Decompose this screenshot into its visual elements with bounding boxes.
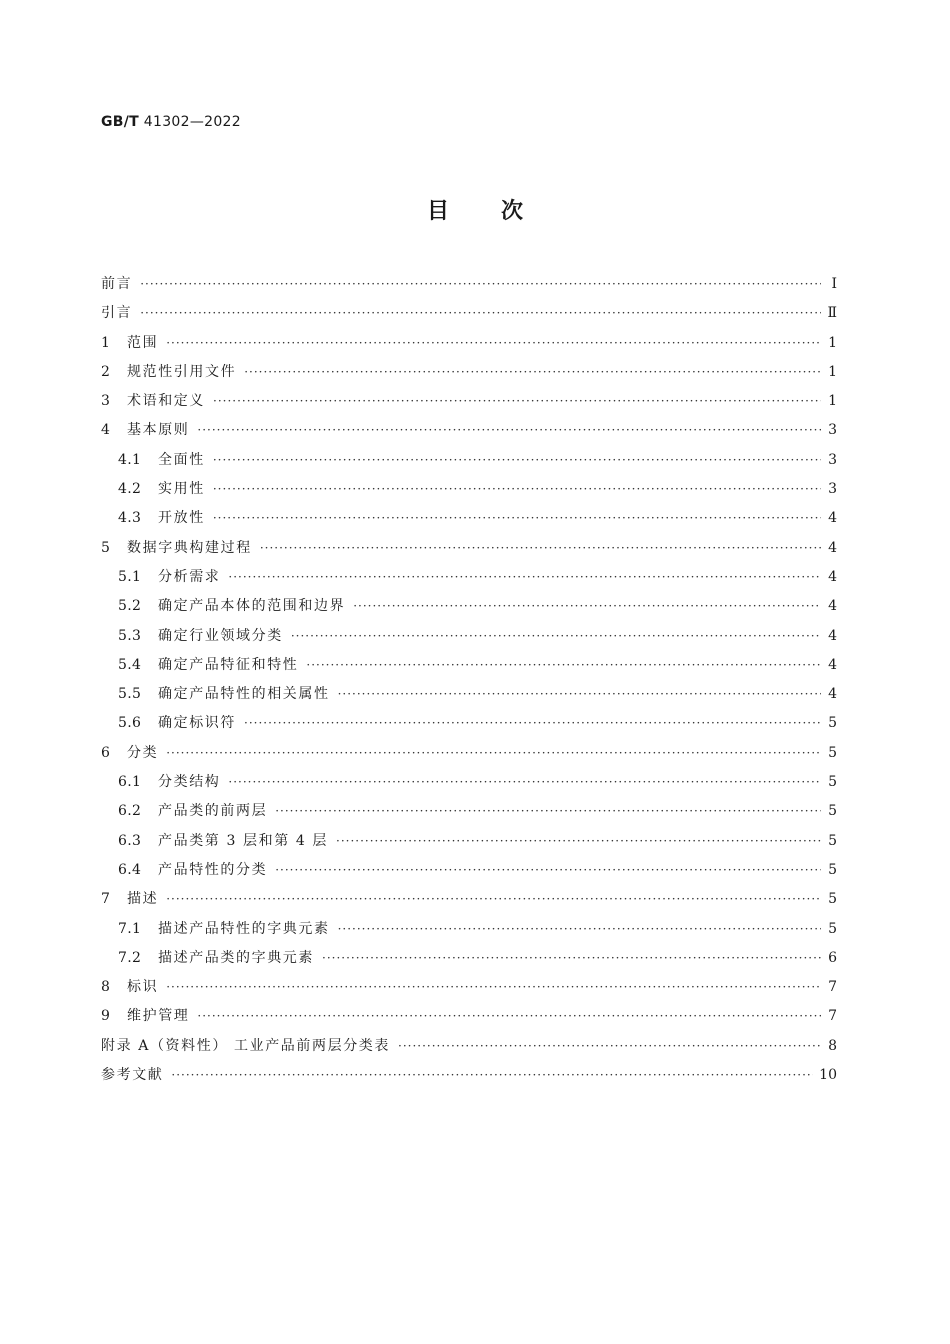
toc-dot-leader [244,709,821,738]
toc-entry-page: 4 [828,510,837,527]
toc-entry-page: 4 [828,656,837,673]
toc-entry[interactable] [101,680,837,709]
toc-entry[interactable] [101,387,837,416]
toc-entry-label: 开放性 [158,510,205,527]
toc-dot-leader [291,622,821,651]
toc-entry-label: 产品类第 3 层和第 4 层 [158,832,329,849]
toc-entry-label: 分类 [127,744,159,761]
toc-dot-leader [197,416,821,445]
toc-entry-page: 5 [828,774,837,791]
toc-entry-page: 4 [828,598,837,615]
toc-entry-page: 4 [828,627,837,644]
toc-entry-page: Ⅰ [831,276,837,292]
toc-entry-number: 5.5 [118,686,142,703]
toc-dot-leader [260,534,821,563]
toc-entry-number: 1 [101,334,111,351]
toc-dot-leader [353,592,821,621]
toc-entry-page: 1 [828,363,837,380]
toc-entry[interactable] [101,1002,837,1031]
toc-dot-leader [275,856,821,885]
toc-entry-label: 产品类的前两层 [158,803,268,820]
toc-dot-leader [338,680,821,709]
toc-entry-label: 维护管理 [127,1008,190,1025]
toc-entry-label: 基本原则 [127,422,190,439]
toc-entry[interactable] [101,856,837,885]
toc-entry-page: 1 [828,393,837,410]
toc-entry-label: 分类结构 [158,774,221,791]
toc-dot-leader [213,504,821,533]
toc-dot-leader [197,1002,821,1031]
toc-entry-number: 5.3 [118,627,142,644]
toc-entry-number: 4 [101,422,111,439]
toc-entry[interactable] [101,622,837,651]
toc-dot-leader [166,885,821,914]
toc-entry-number: 4.3 [118,510,142,527]
toc-entry-number: 4.1 [118,451,142,468]
toc-entry[interactable] [101,475,837,504]
toc-dot-leader [166,973,821,1002]
toc-entry-page: 10 [819,1067,837,1084]
toc-dot-leader [275,797,821,826]
toc-entry-label: 数据字典构建过程 [127,539,252,556]
toc-dot-leader [398,1032,821,1061]
toc-dot-leader [228,563,821,592]
toc-entry-label: 全面性 [158,451,205,468]
toc-dot-leader [213,475,821,504]
toc-dot-leader [166,739,821,768]
toc-entry-label: 实用性 [158,481,205,498]
toc-entry-number: 7 [101,891,111,908]
toc-entry-number: 8 [101,979,111,996]
toc-entry[interactable] [101,534,837,563]
toc-entry-label: 描述 [127,891,159,908]
toc-entry-page: Ⅱ [827,305,837,322]
toc-entry[interactable] [101,651,837,680]
toc-entry-number: 9 [101,1008,111,1025]
toc-entry-page: 5 [828,891,837,908]
toc-entry-page: 7 [828,1008,837,1025]
toc-entry-number: 4.2 [118,481,142,498]
toc-entry-page: 4 [828,568,837,585]
toc-entry-label: 确定产品特征和特性 [158,656,299,673]
toc-dot-leader [338,915,821,944]
toc-entry-label: 确定产品本体的范围和边界 [158,598,346,615]
toc-entry-number: 6.4 [118,861,142,878]
toc-dot-leader [228,768,821,797]
toc-entry-label: 描述产品特性的字典元素 [158,920,330,937]
toc-entry[interactable] [101,885,837,914]
toc-dot-leader [213,446,821,475]
toc-entry-number: 6.1 [118,774,142,791]
toc-entry[interactable] [101,446,837,475]
toc-entry-number: 3 [101,393,111,410]
toc-entry-label: 产品特性的分类 [158,861,268,878]
toc-entry-number: 7.2 [118,949,142,966]
toc-dot-leader [336,827,821,856]
toc-entry-page: 4 [828,539,837,556]
toc-entry[interactable] [101,1061,837,1090]
toc-entry-number: 5.2 [118,598,142,615]
toc-entry-number: 6.2 [118,803,142,820]
toc-entry-number: 5 [101,539,111,556]
toc-entry-number: 7.1 [118,920,142,937]
toc-entry-page: 4 [828,686,837,703]
toc-entry[interactable] [101,1032,837,1061]
toc-entry-label: 标识 [127,979,159,996]
toc-entry[interactable] [101,563,837,592]
toc-entry[interactable] [101,915,837,944]
toc-entry[interactable] [101,329,837,358]
toc-entry[interactable] [101,592,837,621]
title-char-1: 目 [426,199,449,224]
toc-entry-label: 分析需求 [158,568,221,585]
toc-entry[interactable] [101,827,837,856]
toc-entry[interactable] [101,739,837,768]
toc-dot-leader [171,1061,813,1090]
toc-entry-label: 确定行业领域分类 [158,627,283,644]
toc-entry-label: 规范性引用文件 [127,363,237,380]
toc-dot-leader [166,329,821,358]
toc-entry-page: 3 [828,451,837,468]
toc-entry-page: 3 [828,422,837,439]
toc-entry-label: 确定标识符 [158,715,236,732]
toc-entry-page: 6 [828,949,837,966]
toc-entry[interactable] [101,358,837,387]
toc-entry-label: 确定产品特性的相关属性 [158,686,330,703]
toc-dot-leader [213,387,821,416]
standard-code [101,114,241,130]
toc-entry-label: 描述产品类的字典元素 [158,949,314,966]
toc-dot-leader [244,358,821,387]
toc-entry-label: 附录 A（资料性） 工业产品前两层分类表 [101,1037,391,1054]
standard-prefix: GB/T [101,114,140,130]
toc-entry-number: 5.4 [118,656,142,673]
title-char-2: 次 [501,199,524,224]
toc-entry-page: 5 [828,861,837,878]
toc-entry-page: 7 [828,979,837,996]
toc-entry[interactable] [101,709,837,738]
toc-entry-number: 6.3 [118,832,142,849]
toc-entry-number: 2 [101,363,111,380]
toc-entry[interactable] [101,944,837,973]
toc-entry-label: 范围 [127,334,159,351]
toc-entry-label: 术语和定义 [127,393,205,410]
toc-entry-page: 5 [828,920,837,937]
toc-dot-leader [306,651,821,680]
toc-entry-number: 6 [101,744,111,761]
toc-dot-leader [140,270,821,299]
toc-entry-page: 3 [828,481,837,498]
toc-entry[interactable] [101,299,837,328]
toc-entry-label: 引言 [101,305,133,322]
toc-dot-leader [322,944,821,973]
table-of-contents [101,270,837,1090]
toc-entry[interactable] [101,270,837,299]
toc-entry-page: 5 [828,832,837,849]
toc-entry[interactable] [101,973,837,1002]
toc-entry-label: 前言 [101,276,133,292]
page-title [0,194,950,225]
toc-entry-label: 参考文献 [101,1067,164,1084]
toc-entry[interactable] [101,504,837,533]
toc-entry-number: 5.1 [118,568,142,585]
toc-entry-page: 5 [828,715,837,732]
toc-entry-number: 5.6 [118,715,142,732]
toc-entry[interactable] [101,768,837,797]
toc-entry[interactable] [101,416,837,445]
toc-entry-page: 5 [828,744,837,761]
standard-number: 41302—2022 [143,114,241,130]
toc-entry-page: 5 [828,803,837,820]
toc-entry-page: 8 [828,1037,837,1054]
toc-entry-page: 1 [828,334,837,351]
toc-dot-leader [140,299,821,328]
toc-entry[interactable] [101,797,837,826]
